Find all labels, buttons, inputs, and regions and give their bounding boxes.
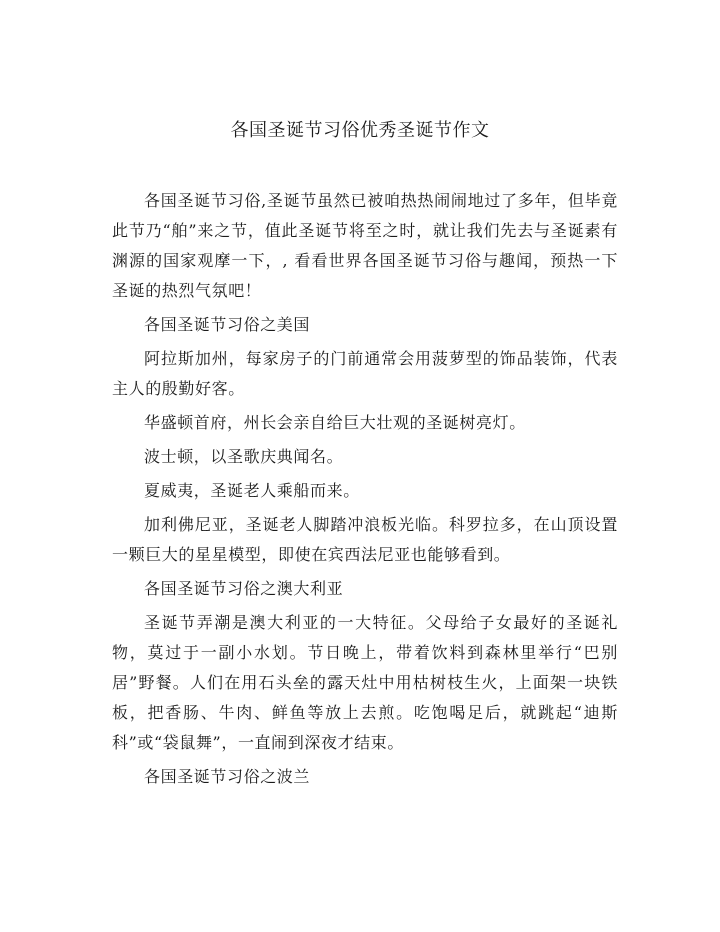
section-heading-usa: 各国圣诞节习俗之美国	[144, 315, 311, 334]
document-title: 各国圣诞节习俗优秀圣诞节作文	[230, 120, 490, 141]
document-body	[112, 186, 618, 792]
paragraph-california: 加利佛尼亚，圣诞老人脚踏冲浪板光临。科罗拉多，在山顶设置一颗巨大的星星模型，即使在宾西法尼亚也能够看到。	[112, 515, 618, 564]
paragraph-boston: 波士顿，以圣歌庆典闻名。	[144, 447, 344, 466]
paragraph-intro: 各国圣诞节习俗,圣诞节虽然已被咱热热闹闹地过了多年，但毕竟此节乃“舶”来之节，值此圣诞节将至之时，就让我们先去与圣诞素有渊源的国家观摩一下，, 看看世界各国圣诞节习俗与趣闻，预热一下圣诞的热烈气氛吧！	[112, 191, 618, 300]
paragraph-alaska: 阿拉斯加州，每家房子的门前通常会用菠萝型的饰品装饰，代表主人的殷勤好客。	[112, 349, 618, 398]
paragraph-australia: 圣诞节弄潮是澳大利亚的一大特征。父母给子女最好的圣诞礼物，莫过于一副小水划。节日晚上，带着饮料到森林里举行“巴别居”野餐。人们在用石头垒的露天灶中用枯树枝生火，上面架一块铁板，把香肠、牛肉、鲜鱼等放上去煎。吃饱喝足后，就跳起“迪斯科”或“袋鼠舞”，一直闹到深夜才结束。	[112, 613, 618, 752]
section-heading-australia: 各国圣诞节习俗之澳大利亚	[144, 579, 344, 598]
paragraph-hawaii: 夏威夷，圣诞老人乘船而来。	[144, 481, 360, 500]
paragraph-washington: 华盛顿首府，州长会亲自给巨大壮观的圣诞树亮灯。	[144, 413, 526, 432]
section-heading-poland: 各国圣诞节习俗之波兰	[144, 767, 311, 786]
